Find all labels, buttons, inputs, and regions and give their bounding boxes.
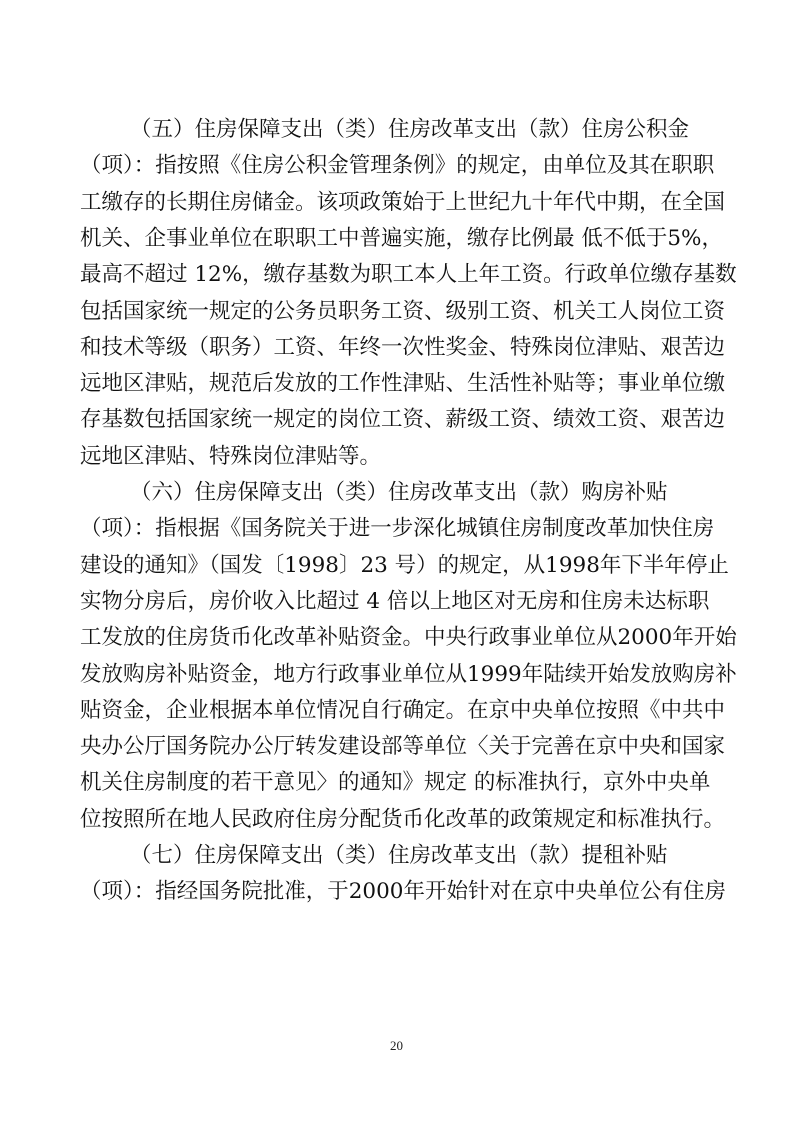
paragraph-text-line: 包括国家统一规定的公务员职务工资、级别工资、机关工人岗位工资: [80, 299, 726, 324]
paragraph-text-line: （项）：指按照《住房公积金管理条例》的规定，由单位及其在职职: [80, 153, 715, 178]
paragraph-text-line: 发放购房补贴资金，地方行政事业单位从1999年陆续开始发放购房补: [80, 662, 737, 687]
paragraph-text-line: 实物分房后，房价收入比超过 4 倍以上地区对无房和住房未达标职: [80, 589, 710, 614]
paragraph-text-line: 贴资金，企业根据本单位情况自行确定。在京中央单位按照《中共中: [80, 698, 726, 723]
paragraph-text-line: 远地区津贴、特殊岗位津贴等。: [80, 444, 382, 469]
paragraph-text-line: 机关住房制度的若干意见〉的通知》规定 的标准执行，京外中央单: [80, 770, 711, 795]
paragraph-heading-line: （五）住房保障支出（类）住房改革支出（款）住房公积金: [130, 117, 690, 142]
paragraph-heading-line: （六）住房保障支出（类）住房改革支出（款）购房补贴: [130, 480, 668, 505]
paragraph-text-line: 远地区津贴，规范后发放的工作性津贴、生活性补贴等；事业单位缴: [80, 371, 726, 396]
page-number: 20: [390, 1038, 403, 1053]
paragraph-text-line: 机关、企事业单位在职职工中普遍实施，缴存比例最 低不低于5%，: [80, 226, 723, 251]
paragraph-text-line: 存基数包括国家统一规定的岗位工资、薪级工资、绩效工资、艰苦边: [80, 407, 726, 432]
paragraph-text-line: 位按照所在地人民政府住房分配货币化改革的政策规定和标准执行。: [80, 807, 726, 832]
paragraph-text-line: 和技术等级（职务）工资、年终一次性奖金、特殊岗位津贴、艰苦边: [80, 335, 726, 360]
paragraph-text-line: 最高不超过 12%，缴存基数为职工本人上年工资。行政单位缴存基数: [80, 262, 737, 287]
paragraph-text-line: 工发放的住房货币化改革补贴资金。中央行政事业单位从2000年开始: [80, 625, 737, 650]
paragraph-text-line: （项）：指经国务院批准，于2000年开始针对在京中央单位公有住房: [80, 879, 726, 904]
paragraph-heading-line: （七）住房保障支出（类）住房改革支出（款）提租补贴: [130, 843, 668, 868]
paragraph-text-line: 央办公厅国务院办公厅转发建设部等单位〈关于完善在京中央和国家: [80, 734, 726, 759]
paragraph-text-line: （项）：指根据《国务院关于进一步深化城镇住房制度改革加快住房: [80, 516, 715, 541]
paragraph-text-line: 工缴存的长期住房储金。该项政策始于上世纪九十年代中期，在全国: [80, 190, 726, 215]
paragraph-text-line: 建设的通知》（国发〔1998〕23 号）的规定，从1998年下半年停止: [80, 553, 729, 578]
